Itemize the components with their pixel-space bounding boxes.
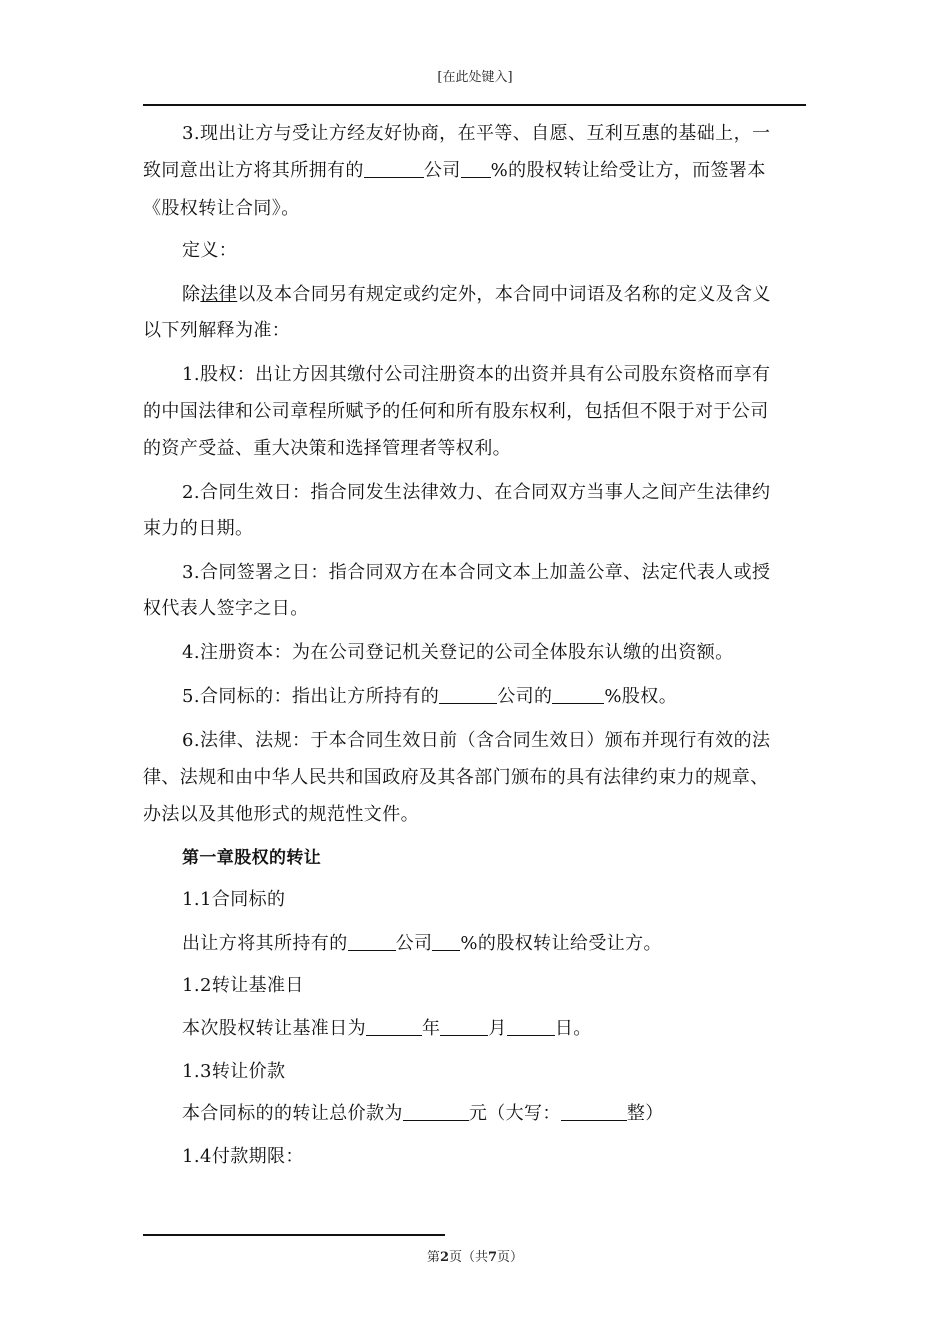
def-2-line2: 束力的日期。 [143, 518, 254, 539]
section-1-1-part: 出让方将其所持有的 [182, 933, 348, 954]
definitions-text: 以及本合同另有规定或约定外，本合同中词语及名称的定义及含义 [237, 284, 771, 305]
def-1-line1: 1.股权：出让方因其缴付公司注册资本的出资并具有公司股东资格而享有 [182, 364, 771, 385]
blank-field [432, 932, 460, 951]
section-1-1-part: %的股权转让给受让方。 [460, 933, 662, 954]
section-1-3-part: 元（大写： [468, 1103, 561, 1124]
page-number: 2 [439, 1250, 449, 1265]
blank-field [366, 1017, 422, 1036]
blank-field [439, 685, 497, 704]
footer-rule [143, 1234, 445, 1236]
page-header: [在此处键入] [437, 70, 513, 85]
law-link[interactable]: 法律 [200, 284, 238, 305]
def-5 [143, 677, 806, 717]
page-footer [0, 1246, 950, 1265]
footer-text: 页） [497, 1250, 524, 1265]
para-3-line2 [143, 151, 806, 191]
def-6-line2: 律、法规和由中华人民共和国政府及其各部门颁布的具有法律约束力的规章、 [143, 767, 769, 788]
def-3-line2: 权代表人签字之日。 [143, 598, 309, 619]
blank-field [403, 1102, 469, 1121]
blank-field [507, 1017, 555, 1036]
section-1-2-part: 本次股权转让基准日为 [182, 1018, 366, 1039]
section-1-1-text [143, 924, 806, 964]
blank-field [348, 932, 396, 951]
blank-field [440, 1017, 488, 1036]
definitions-intro-line1 [143, 275, 806, 315]
para-3-line3: 《股权转让合同》。 [143, 198, 300, 219]
section-1-2-title: 1.2转让基准日 [182, 975, 304, 996]
blank-field [461, 159, 491, 178]
def-6-line3: 办法以及其他形式的规范性文件。 [143, 804, 419, 825]
section-1-2-part: 月 [488, 1018, 507, 1039]
blank-field [364, 159, 424, 178]
def-5-text: 公司的 [497, 686, 553, 707]
section-1-2-text [143, 1009, 806, 1049]
section-1-1-part: 公司 [395, 933, 433, 954]
section-1-1-title: 1.1合同标的 [182, 889, 286, 910]
section-1-4-title: 1.4付款期限： [182, 1146, 304, 1167]
def-1-line2: 的中国法律和公司章程所赋予的任何和所有股东权利，包括但不限于对于公司 [143, 401, 769, 422]
section-1-3-text [143, 1094, 806, 1134]
section-1-3-part: 整） [626, 1103, 664, 1124]
section-1-2-part: 日。 [554, 1018, 592, 1039]
chapter-1-title: 第一章股权的转让 [182, 848, 322, 868]
def-2-line1: 2.合同生效日：指合同发生法律效力、在合同双方当事人之间产生法律约 [182, 482, 771, 503]
def-6-line1: 6.法律、法规：于本合同生效日前（含合同生效日）颁布并现行有效的法 [182, 730, 771, 751]
header-rule [143, 104, 806, 106]
def-3-line1: 3.合同签署之日：指合同双方在本合同文本上加盖公章、法定代表人或授 [182, 562, 771, 583]
para-3-text: 公司 [423, 160, 461, 181]
footer-text: 页（共 [448, 1250, 488, 1265]
section-1-2-part: 年 [422, 1018, 441, 1039]
section-1-3-part: 本合同标的的转让总价款为 [182, 1103, 403, 1124]
def-5-text: %股权。 [604, 686, 678, 707]
def-1-line3: 的资产受益、重大决策和选择管理者等权利。 [143, 438, 511, 459]
footer-text: 第 [426, 1250, 440, 1265]
total-pages: 7 [488, 1250, 498, 1265]
def-4: 4.注册资本：为在公司登记机关登记的公司全体股东认缴的出资额。 [182, 642, 734, 663]
para-3-text: %的股权转让给受让方，而签署本 [490, 160, 766, 181]
section-1-3-title: 1.3转让价款 [182, 1061, 286, 1082]
definitions-intro-line2: 以下列解释为准： [143, 320, 291, 341]
para-3-line1: 3.现出让方与受让方经友好协商，在平等、自愿、互利互惠的基础上，一 [182, 123, 771, 144]
definitions-title: 定义： [182, 240, 238, 261]
para-3-text: 致同意出让方将其所拥有的 [143, 160, 364, 181]
blank-field [552, 685, 604, 704]
blank-field [561, 1102, 627, 1121]
definitions-text: 除 [182, 284, 201, 305]
def-5-text: 5.合同标的：指出让方所持有的 [182, 686, 440, 707]
